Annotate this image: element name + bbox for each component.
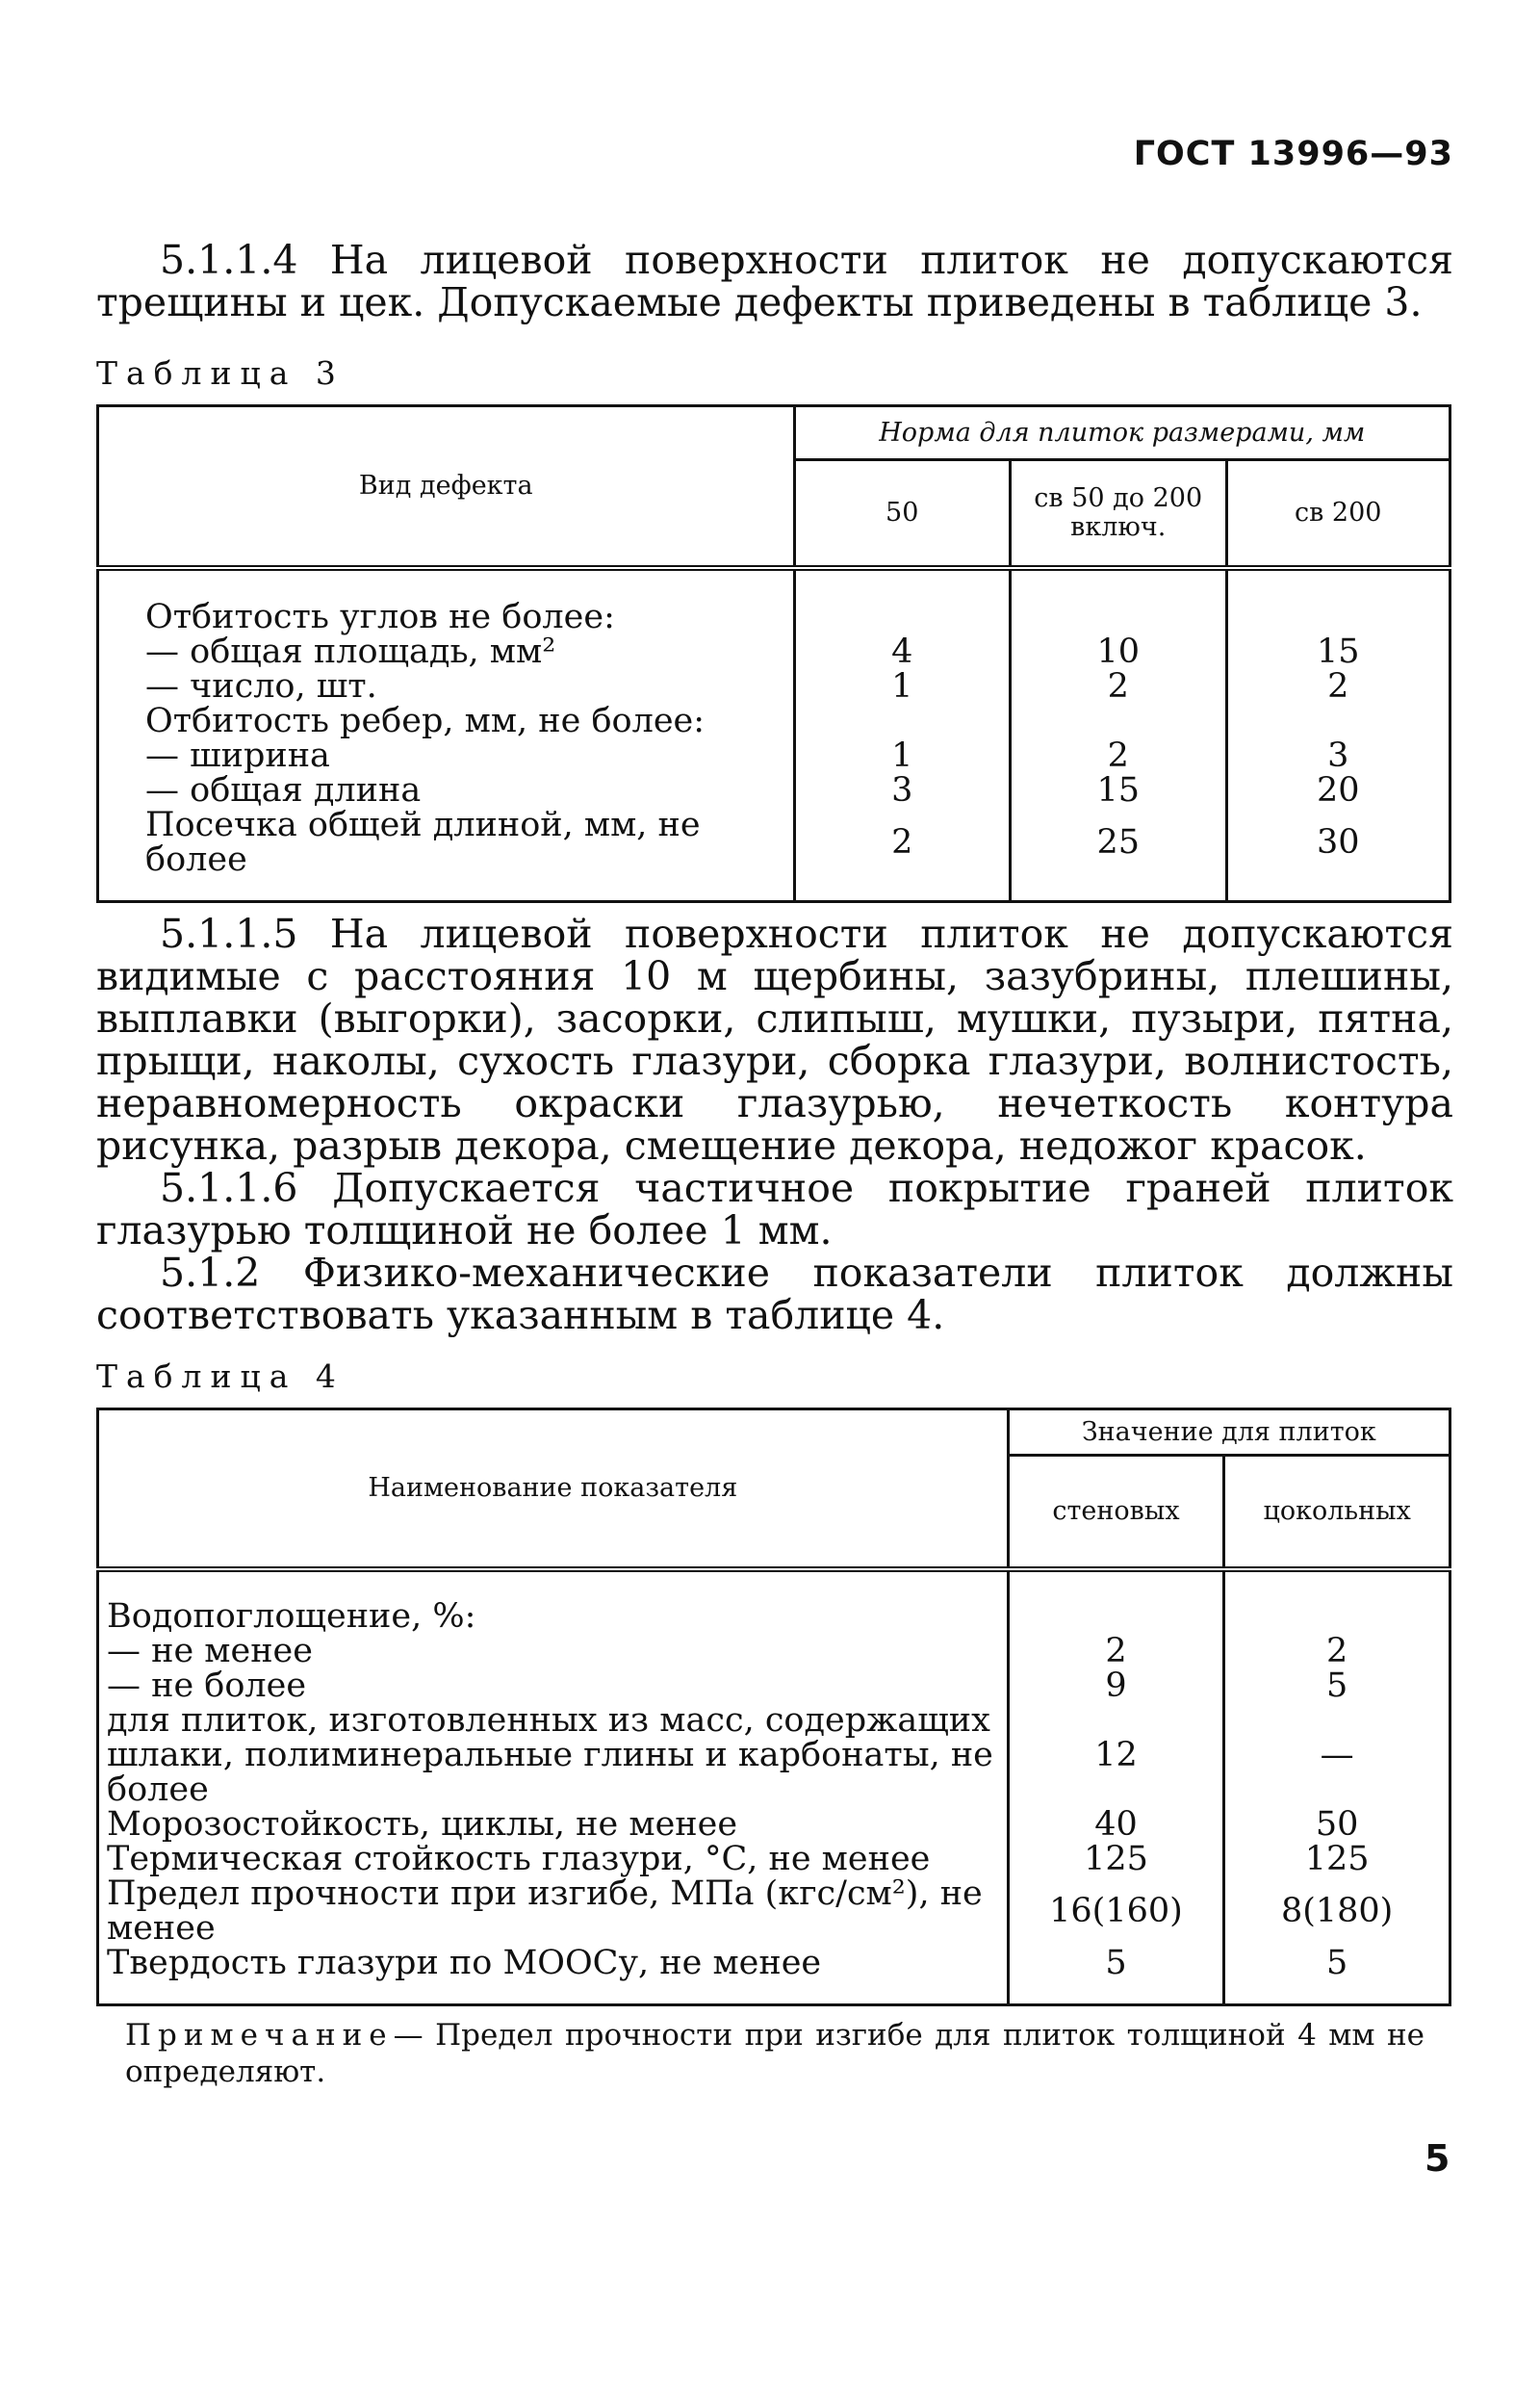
cell-value: 30 xyxy=(1226,808,1450,902)
cell-value: 5 xyxy=(1224,1946,1450,2005)
paragraph-5-1-1-5: 5.1.1.5 На лицевой поверхности плиток не допускаются видимые с расстояния 10 м щербины, зазубрины, плешины, выплавки (выгорки), засорки, слипыш, мушки, пузыри, пятна, прыщи, наколы, сухость глазури, сборка глазури, волнистость, неравномерность окраски глазурью, нечеткость контура рисунка, разрыв декора, смещение декора, недожог красок. xyxy=(96,911,1453,1169)
cell-value xyxy=(1010,568,1226,634)
cell-value: 2 xyxy=(1010,669,1226,704)
cell-value: 3 xyxy=(794,773,1010,808)
cell-value: 2 xyxy=(1224,1634,1450,1668)
row-label: — не более xyxy=(98,1668,1009,1703)
row-label: для плиток, изготовленных из масс, содержащих шлаки, полиминеральные глины и карбонаты, не более xyxy=(98,1703,1009,1807)
cell-value: 1 xyxy=(794,738,1010,773)
cell-value xyxy=(1226,704,1450,738)
row-label: — общая площадь, мм² xyxy=(98,634,795,669)
cell-value: 8(180) xyxy=(1224,1876,1450,1946)
t3-col-50-200: св 50 до 200 включ. xyxy=(1010,460,1226,568)
t3-col-50: 50 xyxy=(794,460,1010,568)
t3-head-norm: Норма для плиток размерами, мм xyxy=(794,406,1450,460)
cell-value: 20 xyxy=(1226,773,1450,808)
cell-value: 15 xyxy=(1226,634,1450,669)
standard-header: ГОСТ 13996—93 xyxy=(1133,135,1453,173)
table3-row xyxy=(98,773,1450,808)
cell-value: 5 xyxy=(1008,1946,1224,2005)
t3-col-over-200: св 200 xyxy=(1226,460,1450,568)
cell-value xyxy=(794,568,1010,634)
cell-value xyxy=(1008,1569,1224,1634)
table4-row xyxy=(98,1634,1450,1668)
table3-row xyxy=(98,704,1450,738)
cell-value xyxy=(1010,704,1226,738)
cell-value xyxy=(794,704,1010,738)
t4-col-wall: стеновых xyxy=(1008,1456,1224,1569)
cell-value: 9 xyxy=(1008,1668,1224,1703)
table4-row xyxy=(98,1703,1450,1807)
row-label: — не менее xyxy=(98,1634,1009,1668)
page-number: 5 xyxy=(1424,2137,1450,2180)
table-4 xyxy=(96,1408,1451,2006)
cell-value: 16(160) xyxy=(1008,1876,1224,1946)
table4-row xyxy=(98,1668,1450,1703)
table-3 xyxy=(96,404,1451,903)
table4-row xyxy=(98,1946,1450,2005)
table3-row xyxy=(98,568,1450,634)
cell-value: 25 xyxy=(1010,808,1226,902)
table3-row xyxy=(98,634,1450,669)
row-label: Водопоглощение, %: xyxy=(98,1569,1009,1634)
row-label: — ширина xyxy=(98,738,795,773)
row-label: Твердость глазури по МООСу, не менее xyxy=(98,1946,1009,2005)
paragraph-5-1-1-6: 5.1.1.6 Допускается частичное покрытие граней плиток глазурью толщиной не более 1 мм. xyxy=(96,1165,1453,1253)
row-label: Отбитость углов не более: xyxy=(98,568,795,634)
row-label: Термическая стойкость глазури, °С, не менее xyxy=(98,1842,1009,1876)
table4-row xyxy=(98,1807,1450,1842)
table4-row xyxy=(98,1569,1450,1634)
paragraph-5-1-2: 5.1.2 Физико-механические показатели плиток должны соответствовать указанным в таблице 4. xyxy=(96,1250,1453,1338)
table3-row xyxy=(98,808,1450,902)
row-label: — общая длина xyxy=(98,773,795,808)
cell-value: 2 xyxy=(1226,669,1450,704)
cell-value: 1 xyxy=(794,669,1010,704)
row-label: Морозостойкость, циклы, не менее xyxy=(98,1807,1009,1842)
cell-value: 4 xyxy=(794,634,1010,669)
cell-value: 15 xyxy=(1010,773,1226,808)
table4-caption: Таблица 4 xyxy=(96,1357,345,1395)
cell-value: 40 xyxy=(1008,1807,1224,1842)
cell-value: — xyxy=(1224,1703,1450,1807)
cell-value: 10 xyxy=(1010,634,1226,669)
cell-value: 125 xyxy=(1224,1842,1450,1876)
row-label: — число, шт. xyxy=(98,669,795,704)
cell-value: 125 xyxy=(1008,1842,1224,1876)
table3-row xyxy=(98,669,1450,704)
cell-value: 50 xyxy=(1224,1807,1450,1842)
t4-head-name: Наименование показателя xyxy=(98,1409,1009,1569)
cell-value: 2 xyxy=(1008,1634,1224,1668)
cell-value xyxy=(1224,1569,1450,1634)
cell-value: 5 xyxy=(1224,1668,1450,1703)
table3-row xyxy=(98,738,1450,773)
cell-value: 12 xyxy=(1008,1703,1224,1807)
row-label: Отбитость ребер, мм, не более: xyxy=(98,704,795,738)
t4-col-plinth: цокольных xyxy=(1224,1456,1450,1569)
cell-value xyxy=(1226,568,1450,634)
cell-value: 2 xyxy=(794,808,1010,902)
row-label: Предел прочности при изгибе, МПа (кгс/см²), не менее xyxy=(98,1876,1009,1946)
cell-value: 2 xyxy=(1010,738,1226,773)
table4-note: Примечание— Предел прочности при изгибе для плиток толщиной 4 мм не определяют. xyxy=(125,2018,1424,2089)
paragraph-5-1-1-4: 5.1.1.4 На лицевой поверхности плиток не допускаются трещины и цек. Допускаемые дефекты приведены в таблице 3. xyxy=(96,237,1453,325)
t3-head-defect: Вид дефекта xyxy=(98,406,795,568)
t4-head-value: Значение для плиток xyxy=(1008,1409,1450,1456)
cell-value: 3 xyxy=(1226,738,1450,773)
row-label: Посечка общей длиной, мм, не более xyxy=(98,808,795,902)
table4-row xyxy=(98,1876,1450,1946)
table4-row xyxy=(98,1842,1450,1876)
table3-caption: Таблица 3 xyxy=(96,354,345,392)
